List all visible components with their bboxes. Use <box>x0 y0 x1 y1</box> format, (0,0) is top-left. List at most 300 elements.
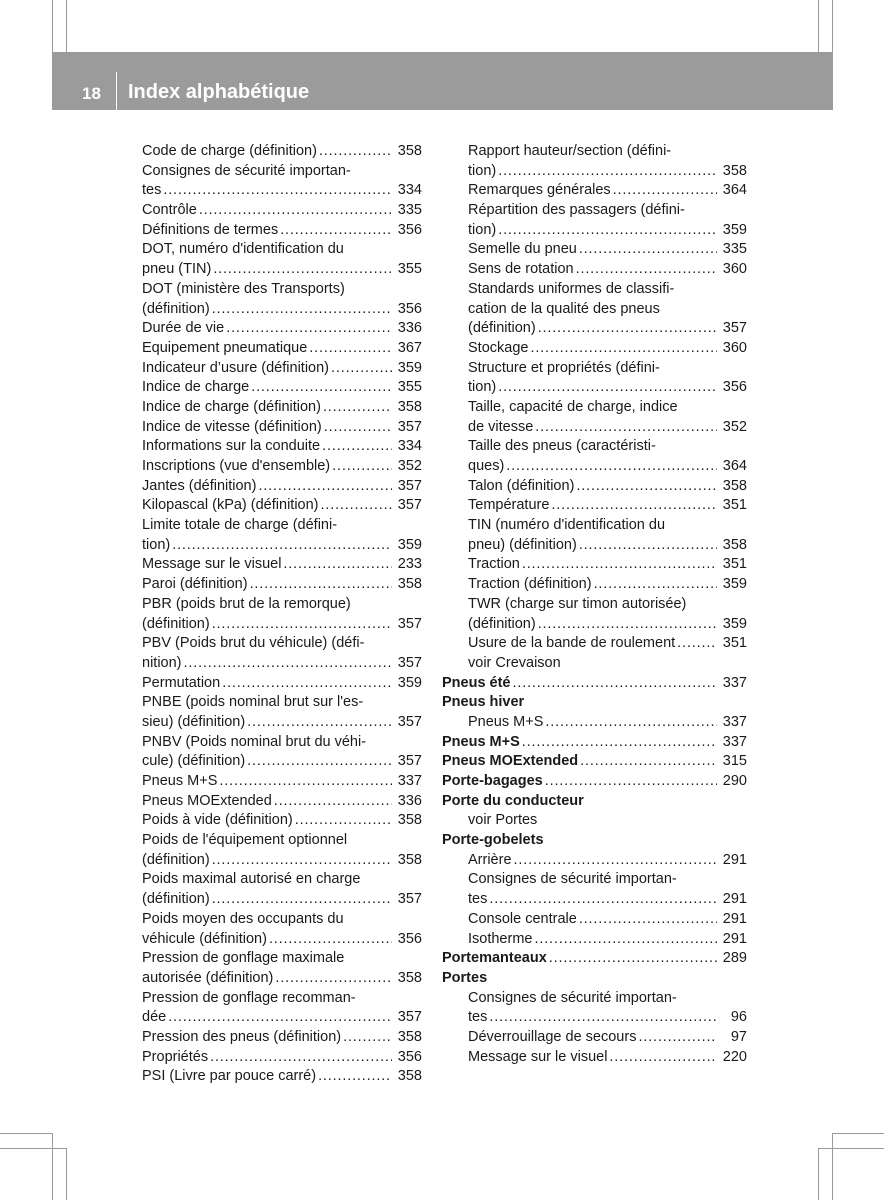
page-reference: 96 <box>730 1009 747 1026</box>
page-reference: 357 <box>397 654 422 671</box>
page-reference: 356 <box>397 300 422 317</box>
entry-label: PBV (Poids brut du véhicule) (défi- <box>142 635 365 652</box>
index-entry <box>442 280 747 300</box>
index-entry <box>142 162 422 182</box>
index-entry <box>442 418 747 438</box>
dot-leader <box>576 260 717 280</box>
dot-leader <box>247 713 392 733</box>
dot-leader <box>251 378 392 398</box>
dot-leader <box>212 851 392 871</box>
entry-label: Message sur le visuel <box>468 1048 608 1065</box>
page-reference: 352 <box>722 418 747 435</box>
index-entry <box>442 536 747 556</box>
entry-label: Remarques générales <box>468 182 611 199</box>
dot-leader <box>613 181 717 201</box>
page-reference: 367 <box>397 339 422 356</box>
dot-leader <box>319 142 392 162</box>
crop-mark <box>66 0 67 52</box>
dot-leader <box>318 1067 392 1087</box>
entry-label: Pression de gonflage maximale <box>142 950 345 967</box>
index-entry <box>142 949 422 969</box>
index-entry <box>142 595 422 615</box>
page-reference: 364 <box>722 458 747 474</box>
index-entry <box>142 792 422 812</box>
entry-label: Arrière <box>468 851 512 868</box>
page-reference: 359 <box>397 359 422 376</box>
entry-label: Porte-bagages <box>442 773 543 789</box>
entry-label: Kilopascal (kPa) (définition) <box>142 497 319 514</box>
page-reference: 351 <box>722 556 747 573</box>
page-reference: 360 <box>722 261 747 278</box>
page-reference: 351 <box>722 635 747 652</box>
page-reference: 291 <box>722 851 747 868</box>
entry-label: tes <box>142 182 162 199</box>
index-entry <box>142 398 422 418</box>
dot-leader <box>332 457 392 477</box>
dot-leader <box>609 1048 717 1068</box>
page-reference: 358 <box>397 969 422 986</box>
page-number: 18 <box>82 84 101 103</box>
crop-mark <box>832 0 833 52</box>
index-entry <box>442 713 747 733</box>
dot-leader <box>538 319 717 339</box>
index-entry <box>142 634 422 654</box>
index-entry <box>442 142 747 162</box>
entry-label: Poids à vide (définition) <box>142 812 293 829</box>
index-entry <box>442 1008 747 1028</box>
page-reference: 357 <box>397 891 422 908</box>
dot-leader <box>489 1008 717 1028</box>
entry-label: Talon (définition) <box>468 477 575 494</box>
index-entry <box>142 890 422 910</box>
entry-label: Durée de vie <box>142 320 225 337</box>
index-entry <box>142 201 422 221</box>
entry-label: Pneus été <box>442 674 511 691</box>
page-reference: 360 <box>722 339 747 356</box>
entry-label: cation de la qualité des pneus <box>468 300 660 317</box>
crop-mark <box>818 1148 884 1149</box>
page-reference: 358 <box>397 1028 422 1045</box>
entry-label: Console centrale <box>468 910 577 927</box>
entry-label: Message sur le visuel <box>142 556 282 573</box>
dot-leader <box>184 654 393 674</box>
page-reference: 357 <box>397 497 422 514</box>
dot-leader <box>506 457 717 477</box>
index-heading <box>442 772 747 792</box>
entry-label: PNBV (Poids nominal brut du véhi- <box>142 733 367 750</box>
index-entry <box>142 300 422 320</box>
dot-leader <box>210 1048 392 1068</box>
dot-leader <box>514 851 717 871</box>
index-entry <box>142 457 422 477</box>
page-reference: 336 <box>397 320 422 337</box>
entry-label: Informations sur la conduite <box>142 438 321 455</box>
entry-label: Sens de rotation <box>468 261 574 278</box>
index-entry <box>142 969 422 989</box>
page-reference: 334 <box>397 182 422 199</box>
page-reference: 358 <box>397 143 422 159</box>
entry-label: Définitions de termes <box>142 221 279 238</box>
entry-label: dée <box>142 1009 167 1026</box>
page-reference: 358 <box>397 1068 422 1085</box>
dot-leader <box>321 496 393 516</box>
entry-label: TWR (charge sur timon autorisée) <box>468 595 687 612</box>
entry-label: Consignes de sécurité importan- <box>142 162 351 179</box>
index-heading <box>442 792 747 812</box>
page-reference: 364 <box>722 182 747 199</box>
index-entry <box>442 240 747 260</box>
index-entry <box>442 615 747 635</box>
page-reference: 357 <box>397 615 422 632</box>
index-entry <box>142 496 422 516</box>
dot-leader <box>498 221 717 241</box>
index-entry <box>142 870 422 890</box>
entry-label: cule) (définition) <box>142 753 246 770</box>
dot-leader <box>538 615 717 635</box>
index-entry <box>442 181 747 201</box>
index-entry <box>142 713 422 733</box>
index-entry <box>142 378 422 398</box>
index-entry <box>142 752 422 772</box>
entry-label: voir Portes <box>468 812 538 829</box>
dot-leader <box>522 555 717 575</box>
index-entry <box>142 811 422 831</box>
dot-leader <box>331 359 392 379</box>
dot-leader <box>212 890 392 910</box>
entry-label: Code de charge (définition) <box>142 143 317 159</box>
page-reference: 97 <box>730 1028 747 1045</box>
entry-label: Indice de charge (définition) <box>142 398 321 415</box>
index-entry <box>442 851 747 871</box>
entry-label: pneu) (définition) <box>468 536 577 553</box>
index-entry <box>142 654 422 674</box>
entry-label: tion) <box>468 221 497 238</box>
entry-label: PSI (Livre par pouce carré) <box>142 1068 317 1085</box>
index-entry <box>442 555 747 575</box>
index-entry <box>142 477 422 497</box>
entry-label: autorisée (définition) <box>142 969 274 986</box>
index-entry <box>142 221 422 241</box>
entry-label: tion) <box>142 536 171 553</box>
page-reference: 356 <box>722 379 747 396</box>
page-reference: 315 <box>722 753 747 770</box>
page-reference: 357 <box>397 477 422 494</box>
page-reference: 291 <box>722 891 747 908</box>
page-reference: 233 <box>397 556 422 573</box>
index-entry <box>442 634 747 654</box>
page-reference: 352 <box>397 458 422 474</box>
page-reference: 291 <box>722 910 747 927</box>
dot-leader <box>250 575 392 595</box>
index-entry <box>142 1028 422 1048</box>
entry-label: Propriétés <box>142 1048 209 1065</box>
index-heading <box>442 949 747 969</box>
page-title: Index alphabétique <box>128 81 310 103</box>
dot-leader <box>522 733 717 753</box>
page-reference: 356 <box>397 221 422 238</box>
dot-leader <box>677 634 717 654</box>
index-entry <box>442 300 747 320</box>
index-entry <box>142 674 422 694</box>
entry-label: Consignes de sécurité importan- <box>468 871 677 888</box>
index-heading <box>442 674 747 694</box>
entry-label: nition) <box>142 654 182 671</box>
entry-label: Standards uniformes de classifi- <box>468 280 675 297</box>
index-entry <box>142 910 422 930</box>
index-entry <box>442 989 747 1009</box>
page-reference: 357 <box>397 753 422 770</box>
entry-label: Pneus MOExtended <box>442 753 579 770</box>
entry-label: Stockage <box>468 339 529 356</box>
dot-leader <box>213 260 392 280</box>
crop-mark <box>52 0 53 52</box>
dot-leader <box>258 477 392 497</box>
dot-leader <box>222 674 392 694</box>
header-divider <box>116 72 117 110</box>
index-entry <box>142 555 422 575</box>
index-entry <box>442 260 747 280</box>
entry-label: Poids moyen des occupants du <box>142 910 344 927</box>
entry-label: TIN (numéro d'identification du <box>468 517 666 534</box>
entry-label: (définition) <box>142 615 210 632</box>
page-reference: 357 <box>397 418 422 435</box>
dot-leader <box>535 418 717 438</box>
index-entry <box>142 339 422 359</box>
entry-label: PNBE (poids nominal brut sur l'es- <box>142 694 364 711</box>
page-reference: 358 <box>397 398 422 415</box>
entry-label: (définition) <box>468 320 536 337</box>
entry-label: Contrôle <box>142 202 197 219</box>
entry-label: sieu) (définition) <box>142 713 246 730</box>
entry-label: Répartition des passagers (défini- <box>468 202 685 219</box>
entry-label: (définition) <box>142 300 210 317</box>
page-reference: 358 <box>722 162 747 179</box>
entry-label: Température <box>468 497 550 514</box>
entry-label: Paroi (définition) <box>142 576 248 593</box>
dot-leader <box>283 555 392 575</box>
page-reference: 359 <box>722 615 747 632</box>
index-entry <box>142 516 422 536</box>
entry-label: de vitesse <box>468 418 534 435</box>
index-entry <box>442 1028 747 1048</box>
dot-leader <box>219 772 392 792</box>
index-entry <box>442 457 747 477</box>
entry-label: Consignes de sécurité importan- <box>468 989 677 1006</box>
crop-mark <box>0 1148 66 1149</box>
index-heading <box>442 752 747 772</box>
entry-label: Usure de la bande de roulement <box>468 635 676 652</box>
entry-label: Rapport hauteur/section (défini- <box>468 143 672 159</box>
crop-mark <box>832 1133 833 1200</box>
index-entry <box>142 733 422 753</box>
entry-label: Pneus M+S <box>142 773 218 789</box>
dot-leader <box>323 398 392 418</box>
dot-leader <box>163 181 392 201</box>
page-reference: 351 <box>722 497 747 514</box>
index-entry <box>442 437 747 457</box>
dot-leader <box>534 930 717 950</box>
entry-label: tion) <box>468 379 497 396</box>
page-reference: 337 <box>722 674 747 691</box>
entry-label: (définition) <box>468 615 536 632</box>
entry-label: PBR (poids brut de la remorque) <box>142 595 351 612</box>
index-heading <box>442 969 747 989</box>
entry-label: Portemanteaux <box>442 950 547 967</box>
index-entry <box>142 319 422 339</box>
dot-leader <box>530 339 717 359</box>
entry-label: Limite totale de charge (défini- <box>142 517 338 534</box>
entry-label: Pneus M+S <box>442 733 520 750</box>
index-entry <box>442 654 747 674</box>
page-reference: 334 <box>397 438 422 455</box>
entry-label: Inscriptions (vue d'ensemble) <box>142 458 331 474</box>
entry-label: tes <box>468 1009 488 1026</box>
dot-leader <box>247 752 392 772</box>
page-reference: 335 <box>397 202 422 219</box>
dot-leader <box>549 949 717 969</box>
index-entry <box>142 1008 422 1028</box>
dot-leader <box>275 969 392 989</box>
index-entry <box>442 910 747 930</box>
entry-label: Indice de charge <box>142 379 250 396</box>
index-entry <box>142 240 422 260</box>
entry-label: Taille, capacité de charge, indice <box>468 398 678 415</box>
index-entry <box>442 359 747 379</box>
index-entry <box>142 693 422 713</box>
index-heading <box>442 693 747 713</box>
page-reference: 358 <box>397 812 422 829</box>
dot-leader <box>199 201 392 221</box>
crop-mark <box>52 1133 53 1200</box>
entry-label: Structure et propriétés (défini- <box>468 359 660 376</box>
index-entry <box>142 260 422 280</box>
crop-mark <box>66 1148 67 1200</box>
crop-mark <box>818 0 819 52</box>
page-reference: 336 <box>397 792 422 809</box>
crop-mark <box>0 1133 52 1134</box>
entry-label: Pression des pneus (définition) <box>142 1028 342 1045</box>
index-entry <box>442 201 747 221</box>
index-entry <box>142 280 422 300</box>
index-entry <box>442 339 747 359</box>
index-entry <box>142 181 422 201</box>
dot-leader <box>212 615 392 635</box>
index-entry <box>442 575 747 595</box>
index-entry <box>142 418 422 438</box>
index-entry <box>142 989 422 1009</box>
entry-label: voir Crevaison <box>468 654 561 671</box>
dot-leader <box>343 1028 392 1048</box>
dot-leader <box>309 339 392 359</box>
dot-leader <box>579 536 717 556</box>
index-entry <box>442 398 747 418</box>
index-entry <box>142 359 422 379</box>
dot-leader <box>579 910 717 930</box>
dot-leader <box>545 772 717 792</box>
entry-label: Portes <box>442 969 488 986</box>
dot-leader <box>580 752 717 772</box>
dot-leader <box>594 575 717 595</box>
page-reference: 337 <box>722 713 747 730</box>
page-reference: 358 <box>397 851 422 868</box>
index-entry <box>442 595 747 615</box>
entry-label: DOT, numéro d'identification du <box>142 241 344 258</box>
index-entry <box>442 221 747 241</box>
page-reference: 355 <box>397 379 422 396</box>
dot-leader <box>226 319 392 339</box>
crop-mark <box>818 1148 819 1200</box>
index-entry <box>142 1067 422 1087</box>
entry-label: Taille des pneus (caractéristi- <box>468 438 656 455</box>
page-reference: 357 <box>397 1009 422 1026</box>
entry-label: Traction (définition) <box>468 576 592 593</box>
entry-label: Pneus M+S <box>468 713 544 730</box>
page-reference: 290 <box>722 773 747 789</box>
entry-label: Porte du conducteur <box>442 792 584 809</box>
dot-leader <box>579 240 717 260</box>
entry-label: (définition) <box>142 891 210 908</box>
entry-label: Traction <box>468 556 520 573</box>
index-entry <box>442 516 747 536</box>
entry-label: Poids maximal autorisé en charge <box>142 871 361 888</box>
index-entry <box>442 811 747 831</box>
page-reference: 358 <box>397 576 422 593</box>
entry-label: Poids de l'équipement optionnel <box>142 832 348 849</box>
entry-label: Indice de vitesse (définition) <box>142 418 322 435</box>
index-entry <box>442 496 747 516</box>
index-entry <box>142 1048 422 1068</box>
page-reference: 337 <box>397 773 422 789</box>
dot-leader <box>576 477 717 497</box>
dot-leader <box>212 300 392 320</box>
page-reference: 359 <box>722 221 747 238</box>
index-entry <box>142 575 422 595</box>
entry-label: Porte-gobelets <box>442 832 544 849</box>
index-entry <box>142 437 422 457</box>
dot-leader <box>168 1008 392 1028</box>
index-entry <box>442 870 747 890</box>
page-reference: 357 <box>722 320 747 337</box>
index-entry <box>442 378 747 398</box>
dot-leader <box>295 811 392 831</box>
entry-label: ques) <box>468 458 505 474</box>
index-entry <box>142 831 422 851</box>
dot-leader <box>489 890 717 910</box>
page-reference: 359 <box>397 674 422 691</box>
entry-label: véhicule (définition) <box>142 930 267 947</box>
index-entry <box>142 536 422 556</box>
entry-label: tion) <box>468 162 497 179</box>
entry-label: Pneus hiver <box>442 694 525 711</box>
page-reference: 356 <box>397 930 422 947</box>
dot-leader <box>498 378 717 398</box>
dot-leader <box>324 418 392 438</box>
entry-label: Jantes (définition) <box>142 477 257 494</box>
page-reference: 357 <box>397 713 422 730</box>
entry-label: pneu (TIN) <box>142 261 212 278</box>
entry-label: (définition) <box>142 851 210 868</box>
index-entry <box>442 162 747 182</box>
page-reference: 359 <box>722 576 747 593</box>
entry-label: tes <box>468 891 488 908</box>
index-heading <box>442 831 747 851</box>
index-entry <box>442 890 747 910</box>
index-entry <box>142 851 422 871</box>
dot-leader <box>322 437 392 457</box>
entry-label: Permutation <box>142 674 221 691</box>
page-reference: 337 <box>722 733 747 750</box>
page-reference: 358 <box>722 536 747 553</box>
